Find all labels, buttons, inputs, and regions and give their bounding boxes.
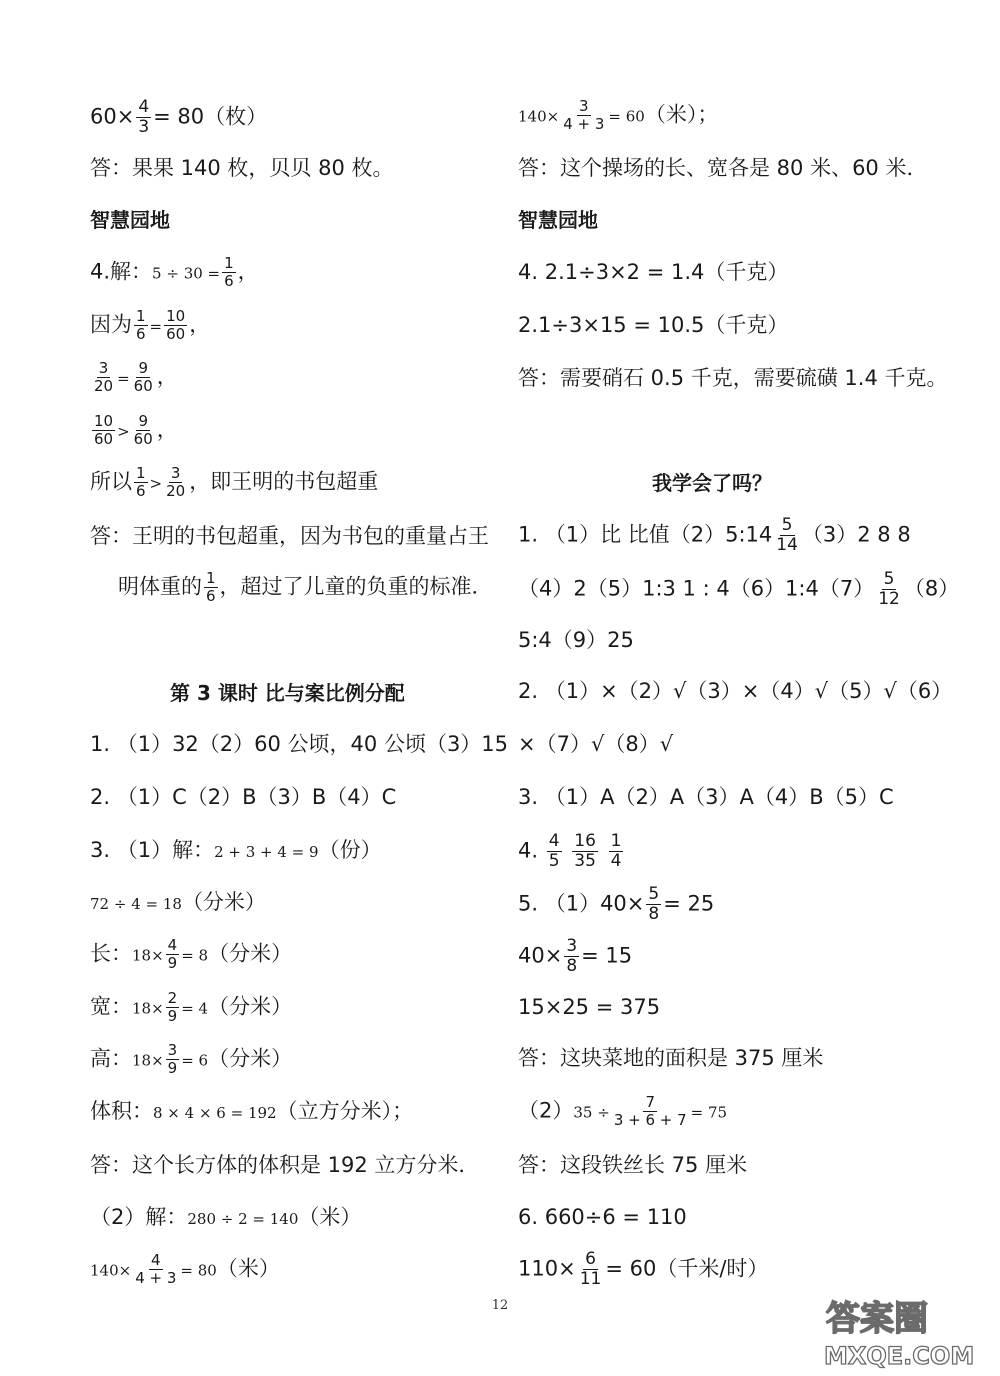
- fraction: $\frac{1}{4}$: [610, 831, 622, 871]
- calc-line: 因为 $\frac{1}{6}$ = $\frac{10}{60}$ ，: [90, 307, 211, 343]
- calc-line: 40× $\frac{3}{8}$ = 15: [518, 936, 633, 976]
- section-heading: 智慧园地: [518, 208, 598, 232]
- calc-line: 110× $\frac{6}{11}$ = 60（千米/时）: [518, 1249, 769, 1289]
- answer-line: 2. （1）×（2）√（3）×（4）√（5）√（6）: [518, 679, 953, 703]
- calc-line: 长：18× $\frac{4}{9}$ = 8（分米）: [90, 936, 293, 972]
- fraction: $\frac{4}{9}$: [167, 936, 178, 972]
- calc-line: 60× $\frac{4}{3}$ = 80（枚）: [90, 97, 268, 137]
- fraction: $\frac{1}{6}$: [206, 569, 216, 605]
- fraction: $\frac{1}{6}$: [136, 307, 146, 343]
- fraction: $\frac{6}{11}$: [579, 1249, 602, 1289]
- calc-line: 140× $\frac{3}{4 + 3}$ = 60（米）；: [518, 97, 719, 133]
- answer-line: 4. $\frac{4}{5}$ $\frac{16}{35}$ $\frac{1}{4}$: [518, 831, 622, 871]
- calc-line: 140× $\frac{4}{4 + 3}$ = 80（米）: [90, 1251, 280, 1287]
- fraction: $\frac{4}{3}$: [138, 97, 150, 137]
- answer-line: 答：果果 140 枚，贝贝 80 枚。: [90, 156, 394, 180]
- fraction: $\frac{10}{60}$: [94, 412, 114, 448]
- fraction: $\frac{9}{60}$: [133, 359, 153, 395]
- calc-line: 宽：18× $\frac{2}{9}$ = 4（分米）: [90, 989, 293, 1025]
- watermark-bottom-text: MXQE.COM: [824, 1342, 975, 1370]
- calc-line: 2.1÷3×15 = 10.5（千克）: [518, 313, 789, 337]
- watermark-top-text: 答案圈: [826, 1299, 928, 1339]
- calc-line: 3. （1）解：2 + 3 + 4 = 9（份）: [90, 838, 382, 862]
- calc-line: 所以 $\frac{1}{6}$ > $\frac{3}{20}$ ，即王明的书包超重: [90, 464, 379, 500]
- fraction: $\frac{1}{6}$: [224, 254, 234, 290]
- answer-line: 答：王明的书包超重，因为书包的重量占王: [90, 524, 489, 548]
- answer-line: 3. （1）A（2）A（3）A（4）B（5）C: [518, 785, 894, 809]
- fraction: $\frac{4}{5}$: [548, 831, 560, 871]
- answer-line: 1. （1）32（2）60 公顷，40 公顷（3）15: [90, 732, 509, 756]
- calc-line: 15×25 = 375: [518, 995, 661, 1019]
- section-heading: 智慧园地: [90, 208, 170, 232]
- fraction: $\frac{16}{35}$: [574, 831, 596, 871]
- fraction: $\frac{3}{9}$: [167, 1041, 178, 1077]
- fraction: $\frac{3}{20}$: [166, 464, 186, 500]
- calc-line: 体积：8 × 4 × 6 = 192（立方分米）；: [90, 1099, 414, 1123]
- calc-line: （2）35 ÷ $\frac{7}{3 + 6 + 7}$ = 75: [518, 1093, 728, 1129]
- fraction: $\frac{3}{8}$: [566, 936, 578, 976]
- fraction: $\frac{2}{9}$: [167, 989, 178, 1025]
- fraction: $\frac{1}{6}$: [136, 464, 146, 500]
- fraction: $\frac{10}{60}$: [166, 307, 186, 343]
- calc-line: （2）解：280 ÷ 2 = 140（米）: [90, 1205, 362, 1229]
- answer-line: 答：这段铁丝长 75 厘米: [518, 1153, 748, 1177]
- answer-line: 2. （1）C（2）B（3）B（4）C: [90, 785, 397, 809]
- fraction: $\frac{7}{3 + 6 + 7}$: [613, 1093, 687, 1129]
- fraction: $\frac{5}{14}$: [776, 515, 798, 555]
- calc-line: 高：18× $\frac{3}{9}$ = 6（分米）: [90, 1041, 293, 1077]
- answer-line: 明体重的 $\frac{1}{6}$ ，超过了儿童的负重的标准．: [118, 569, 493, 605]
- answer-line: 答：需要硝石 0.5 千克，需要硫磺 1.4 千克。: [518, 366, 948, 390]
- section-heading: 我学会了吗？: [652, 471, 772, 495]
- fraction: $\frac{9}{60}$: [133, 412, 153, 448]
- lesson-heading: 第 3 课时 比与案比例分配: [170, 681, 405, 705]
- answer-line: 答：这块菜地的面积是 375 厘米: [518, 1046, 824, 1070]
- watermark-logo: [820, 1290, 995, 1372]
- calc-line: 72 ÷ 4 = 18（分米）: [90, 890, 266, 914]
- page-number: 12: [491, 1298, 509, 1313]
- calc-line: 5. （1）40× $\frac{5}{8}$ = 25: [518, 884, 715, 924]
- answer-line: 答：这个长方体的体积是 192 立方分米．: [90, 1153, 480, 1177]
- calc-line: 4. 2.1÷3×2 = 1.4（千克）: [518, 260, 789, 284]
- answer-line: 1. （1）比 比值（2）5:14 $\frac{5}{14}$ （3）2 8 8: [518, 515, 911, 555]
- answer-line: 5:4（9）25: [518, 628, 634, 652]
- calc-line: $\frac{3}{20}$ = $\frac{9}{60}$ ，: [94, 359, 178, 395]
- fraction: $\frac{3}{4 + 3}$: [563, 97, 605, 133]
- calc-line: 6. 660÷6 = 110: [518, 1205, 687, 1229]
- answer-line: （4）2（5）1:3 1 : 4（6）1:4（7） $\frac{5}{12}$ （8）: [518, 569, 960, 609]
- answer-line: 答：这个操场的长、宽各是 80 米、60 米．: [518, 156, 928, 180]
- calc-line: 4.解：5 ÷ 30 = $\frac{1}{6}$ ，: [90, 254, 259, 290]
- calc-line: $\frac{10}{60}$ > $\frac{9}{60}$ ，: [94, 412, 178, 448]
- fraction: $\frac{5}{8}$: [648, 884, 660, 924]
- fraction: $\frac{5}{12}$: [878, 569, 900, 609]
- answer-line: ×（7）√（8）√: [518, 732, 674, 756]
- fraction: $\frac{3}{20}$: [94, 359, 114, 395]
- fraction: $\frac{4}{4 + 3}$: [135, 1251, 177, 1287]
